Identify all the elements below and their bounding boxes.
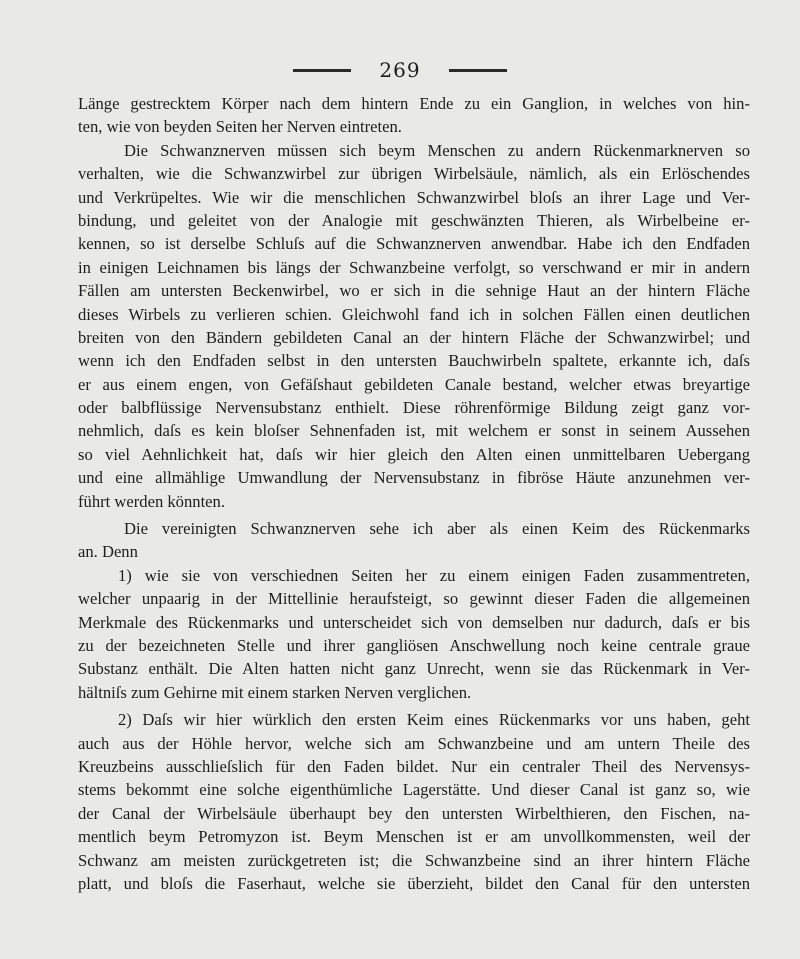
text-line: dieses Wirbels zu verlieren schien. Gleichwohl fand ich in solchen Fällen einen deutlichen bbox=[78, 304, 750, 324]
text-line: der Canal der Wirbelsäule überhaupt bey den untersten Wirbelthieren, den Fischen, na- bbox=[78, 803, 750, 823]
text-line: oder balbflüssige Nervensubstanz enthielt. Diese röhrenförmige Bildung zeigt ganz vor- bbox=[78, 398, 750, 418]
text-line: zu der bezeichneten Stelle und ihrer gangliösen Anschwellung noch keine centrale graue bbox=[78, 635, 750, 655]
text-line: Länge gestrecktem Körper nach dem hintern Ende zu ein Ganglion, in welches von hin- bbox=[78, 94, 750, 113]
body-text bbox=[78, 92, 750, 895]
text-line: 2) Daſs wir hier würklich den ersten Keim eines Rückenmarks vor uns haben, geht bbox=[118, 710, 750, 730]
text-line: führt werden könnten. bbox=[78, 491, 225, 511]
text-line: Die vereinigten Schwanznerven sehe ich aber als einen Keim des Rückenmarks bbox=[124, 519, 750, 539]
text-line: ten, wie von beyden Seiten her Nerven eintreten. bbox=[78, 117, 402, 137]
text-line: an. Denn bbox=[78, 542, 138, 562]
page-number: 269 bbox=[379, 58, 421, 82]
text-line: Merkmale des Rückenmarks und unterscheidet sich von demselben nur dadurch, daſs er bis bbox=[78, 612, 750, 632]
header-rule-right bbox=[449, 69, 507, 72]
text-line: Kreuzbeins ausschlieſslich für den Faden bildet. Nur ein centraler Theil des Nervensys- bbox=[78, 756, 750, 776]
text-line: kennen, so ist derselbe Schluſs auf die Schwanznerven anwendbar. Habe ich den Endfaden bbox=[78, 234, 750, 254]
text-line: verhalten, wie die Schwanzwirbel zur übrigen Wirbelsäule, nämlich, als ein Erlöschendes bbox=[78, 164, 750, 184]
page-header bbox=[0, 58, 800, 82]
text-line: in einigen Leichnamen bis längs der Schwanzbeine verfolgt, so verschwand er mir in andern bbox=[78, 257, 750, 277]
text-line: Die Schwanznerven müssen sich beym Menschen zu andern Rückenmarknerven so bbox=[124, 140, 750, 160]
text-line: Substanz enthält. Die Alten hatten nicht ganz Unrecht, wenn sie das Rückenmark in Ver- bbox=[78, 659, 750, 679]
text-line: er aus einem engen, von Gefäſshaut gebildeten Canale bestand, welcher etwas breyartige bbox=[78, 374, 750, 394]
text-line: hältniſs zum Gehirne mit einem starken Nerven verglichen. bbox=[78, 682, 472, 702]
text-line: welcher unpaarig in der Mittellinie heraufsteigt, so gewinnt dieser Faden die allgemeinen bbox=[78, 589, 750, 609]
text-line: und Verkrüpeltes. Wie wir die menschlichen Schwanzwirbel bloſs an ihrer Lage und Ver- bbox=[78, 187, 750, 207]
text-line: und eine allmählige Umwandlung der Nervensubstanz in fibröse Häute anzunehmen ver- bbox=[78, 468, 750, 488]
text-line: breiten von den Bändern gebildeten Canal an der hintern Fläche der Schwanzwirbel; und bbox=[78, 327, 750, 347]
text-line: auch aus der Höhle hervor, welche sich am Schwanzbeine und am untern Theile des bbox=[78, 733, 750, 753]
text-line: Schwanz am meisten zurückgetreten ist; die Schwanzbeine sind an ihrer hintern Fläche bbox=[78, 850, 750, 870]
header-rule-left bbox=[293, 69, 351, 72]
text-line: 1) wie sie von verschiednen Seiten her zu einem einigen Faden zusammentreten, bbox=[118, 565, 750, 585]
text-line: so viel Aehnlichkeit hat, daſs wir hier gleich den Alten einen unmittelbaren Uebergang bbox=[78, 444, 750, 464]
text-line: nehmlich, daſs es kein bloſser Sehnenfaden ist, mit welchem er sonst in seinem Aussehen bbox=[78, 421, 750, 441]
text-line: bindung, und geleitet von der Analogie mit geschwänzten Thieren, als Wirbelbeine er- bbox=[78, 210, 750, 230]
text-line: platt, und bloſs die Faserhaut, welche sie überzieht, bildet den Canal für den untersten bbox=[78, 873, 750, 893]
text-line: wenn ich den Endfaden selbst in den untersten Bauchwirbeln spaltete, erkannte ich, daſs bbox=[78, 351, 750, 371]
text-line: stems bekommt eine solche eigenthümliche Lagerstätte. Und dieser Canal ist ganz so, wie bbox=[78, 780, 750, 800]
text-line: Fällen am untersten Beckenwirbel, wo er sich in die sehnige Haut an der hintern Fläche bbox=[78, 281, 750, 301]
text-line: mentlich beym Petromyzon ist. Beym Menschen ist er am unvollkommensten, weil der bbox=[78, 827, 750, 847]
